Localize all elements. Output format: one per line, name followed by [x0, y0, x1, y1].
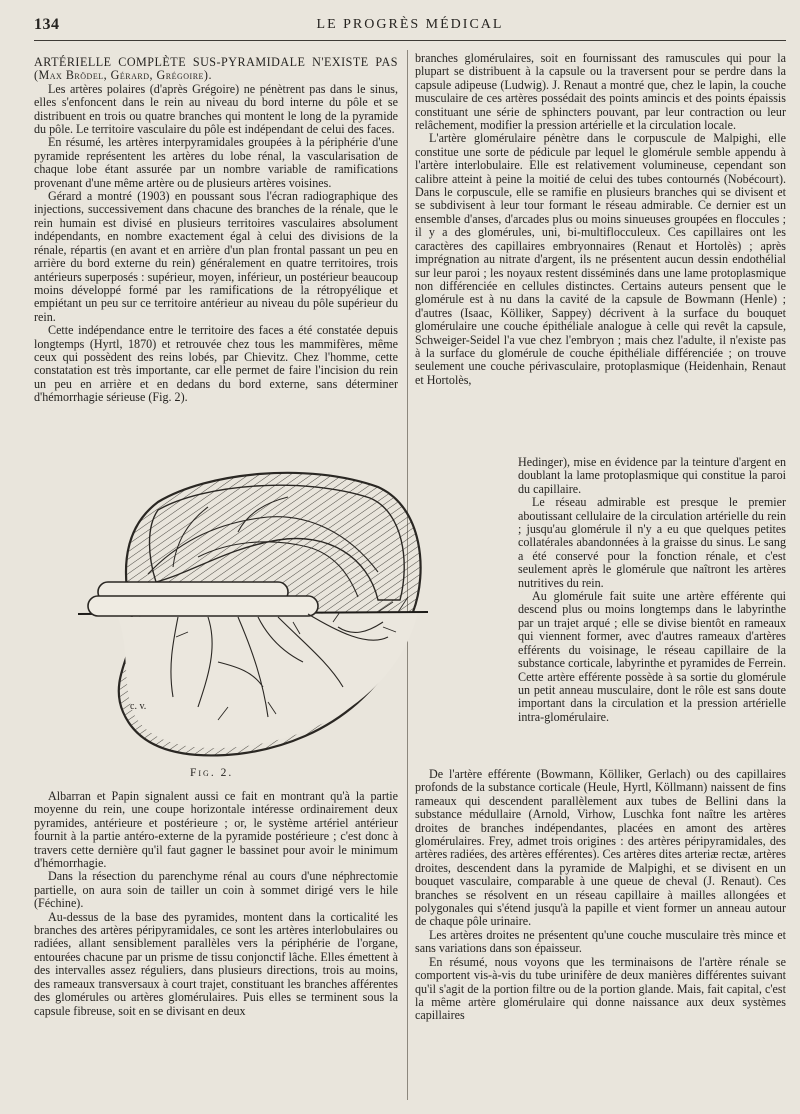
paragraph: Les artères polaires (d'après Grégoire) ne pénètrent pas dans le sinus, elles s'enfoncent dans le rein au niveau du bord interne du pôle et se distribuent en trois ou quatre branches qui montent le long de la pyramide du pôle. Le territoire vasculaire du pôle est indépendant de celui des faces.: [34, 81, 398, 137]
right-column-top: [415, 52, 786, 387]
header-rule: [34, 40, 786, 41]
left-column-bottom: [34, 790, 398, 1018]
paragraph: Au-dessus de la base des pyramides, montent dans la corticalité les branches des artères péripyramidales, ce sont les artères interlobulaires ou radiées, allant sensiblement parallèles vers la périphérie de l'organe, entourées chacune par un prisme de tissu conjonctif lâche. Elles émettent à des intervalles assez réguliers, dans plusieurs directions, trois au moins, des rameaux transversaux à court trajet, constituant les branches afférentes des glomérules ou artères glomérulaires. Puis elles se terminent sous la capsule fibreuse, soit en se divisant en deux: [34, 909, 398, 1018]
kidney-figure: [78, 462, 428, 762]
paragraph: L'artère glomérulaire pénètre dans le corpuscule de Malpighi, elle constitue une sorte de pédicule par lequel le glomérule semble appendu à l'artère interlobulaire. Elle est relativement volumineuse, cependant son calibre atteint à peine la moitié de celui des tubes contournés (Nobécourt). Dans le corpuscule, elle se ramifie en plusieurs branches qui se divisent et se subdivisent à leur tour formant le réseau admirable. Ce dernier est un ensemble d'anses, d'arcades plus ou moins sinueuses groupées en floccules ; il y a des glomérules, uni, bi-multiflocculeux. Ces capillaires ont les caractères des capillaires embryonnaires (Renaut et Hortolès) ; après imprégnation au nitrate d'argent, ils ne présentent aucun dessin endothélial sur leur paroi ; les noyaux restent disséminés dans une lame protoplasmique non différenciée en cellules distinctes. Certains auteurs pensent que le glomérule est à nu dans la cavité de la capsule de Bowmann (Henle) ; d'autres (Isaac, Kölliker, Sappey) décrivent à la surface du bouquet glomérulaire une couche épithéliale analogue à celle qui revêt la capsule, Schweiger-Seidel l'a vue chez l'embryon ; mais chez l'adulte, il n'existe pas à la surface du glomérule de couche épithéliale différenciée ; on trouve seulement une couche périvasculaire, protoplasmique (Heidenhain, Renaut et Hortolès,: [415, 131, 786, 387]
paragraph: [34, 56, 398, 83]
running-title: LE PROGRÈS MÉDICAL: [316, 17, 504, 32]
figure-caption: Fig. 2.: [190, 767, 234, 779]
paragraph: Le réseau admirable est presque le premier aboutissant cellulaire de la circulation artérielle du rein ; jusqu'au glomérule il n'y a eu que quelques petites collatérales abandonnées à la graisse du sinus. Le sang a été conservé pour la fonction rénale, et c'est seulement après le glomérule que naîtront les artères nutritives du rein.: [518, 495, 786, 590]
paragraph: Cette indépendance entre le territoire des faces a été constatée depuis longtemps (Hyrtl, 1870) et retrouvée chez tous les mammifères, même ceux qui possèdent des reins lobés, par Chievitz. Chez l'homme, cette constatation est très importante, car elle permet de faire l'incision du rein un peu en arrière et en dedans du bord externe, sans déterminer d'hémorrhagie sérieuse (Fig. 2).: [34, 323, 398, 405]
page-header: [34, 12, 786, 36]
paragraph: De l'artère efférente (Bowmann, Kölliker, Gerlach) ou des capillaires profonds de la substance corticale (Heule, Hyrtl, Köllmann) naissent de fins rameaux qui descendent parallèlement aux tubes de Bellini dans la substance médullaire (Arnold, Virhow, Luschka font naître les artères droites de branches indépendantes, placées en amont des artères glomérulaires. Frey, admet trois origines : des artères péripyramidales, des artères radiées, des artères efférentes). Ces artères dites arteriæ rectæ, artères droites, descendent dans la pyramide de Malpighi, et se divisent en un bouquet vasculaire, comparable à une queue de cheval (J. Renaut). Ces branches se résolvent en un réseau capillaire à mailles allongées et polygonales qui s'étend jusqu'à la papille et vient former un anneau autour de chaque pôle urinaire.: [415, 767, 786, 929]
figure-label: c. v.: [130, 701, 147, 712]
paragraph: Les artères droites ne présentent qu'une couche musculaire très mince et sans variations dans son épaisseur.: [415, 927, 786, 956]
right-column-wrap: [518, 456, 786, 724]
right-column-bottom: [415, 768, 786, 1023]
paragraph: Dans la résection du parenchyme rénal au cours d'une néphrectomie partielle, on aura soin de tailler un coin à sommet dirigé vers le hile (Féchine).: [34, 869, 398, 911]
kidney-section-drawing: [78, 462, 428, 762]
paragraph: En résumé, les artères interpyramidales groupées à la périphérie d'une pyramide représentent les artères du lobe rénal, la vascularisation de chaque lobe étant assurée par un nombre variable de ramifications provenant d'une même artère ou de plusieurs artères voisines.: [34, 135, 398, 190]
paragraph: Hedinger), mise en évidence par la teinture d'argent en doublant la lame protoplasmique qui constitue la paroi du capillaire.: [518, 455, 786, 496]
paragraph: branches glomérulaires, soit en fournissant des ramuscules qui pour la plupart se distribuent à la capsule ou la traversent pour se perdre dans la capsule adipeuse (Ludwig). J. Renaut a montré que, chez le lapin, la couche musculaire de ces artères possédait des points amincis et des points épaissis constituant une série de sphincters pouvant, par leur contraction ou leur relâchement, modifier la pression artérielle et la circulation locale.: [415, 51, 786, 133]
page-number: 134: [34, 16, 60, 33]
left-column-top: [34, 56, 398, 405]
pelvis-tube-lower: [88, 596, 318, 616]
paragraph: En résumé, nous voyons que les terminaisons de l'artère rénale se comportent vis-à-vis du tube urinifère de deux manières différentes suivant qu'il s'agit de la portion filtre ou de la portion glande. Mais, fait capital, c'est la même artère glomérulaire qui donne naissance aux deux systèmes capillaires: [415, 954, 786, 1023]
paragraph: Au glomérule fait suite une artère efférente qui descend plus ou moins longtemps dans le labyrinthe par un trajet arqué ; elle se divise bientôt en rameaux qui viennent former, avec d'autres rameaux d'artères efférents du voisinage, le réseau capillaire de la substance corticale, labyrinthe et pyramides de Ferrein. Cette artère efférente possède à sa sortie du glomérule un petit anneau musculaire, dont le rôle est sans doute important dans la circulation et la pression artérielle intra-glomérulaire.: [518, 589, 786, 724]
paragraph: Albarran et Papin signalent aussi ce fait en montrant qu'à la partie moyenne du rein, une coupe horizontale intéresse ordinairement deux pyramides, antérieure et postérieure ; or, le système artériel antérieur fournit à la partie antéro-externe de la pyramide postérieure ; c'est donc à travers cette dernière qu'il faut gagner le bassinet pour avoir le minimum d'hémorrhagie.: [34, 789, 398, 871]
paragraph: Gérard a montré (1903) en poussant sous l'écran radiographique des injections, successivement dans chacune des branches de la rénale, que le rein humain est divisé en plusieurs territoires vasculaires absolument indépendants, en nombre exactement égal à celui des divisions de la rénale, répartis (en avant et en arrière d'un plan frontal passant un peu en arrière du bord externe du rein) généralement en quatre territoires, trois antérieurs superposés : supérieur, moyen, inférieur, un postérieur beaucoup moins développé formé par les ramifications de la rétropyélique et empiétant un peu sur ce territoire antérieur au niveau du pôle supérieur du rein.: [34, 189, 398, 324]
paragraph-text: ARTÉRIELLE COMPLÈTE SUS-PYRAMIDALE N'EXISTE PAS (Max Brödel, Gérard, Grégoire).: [34, 55, 398, 83]
